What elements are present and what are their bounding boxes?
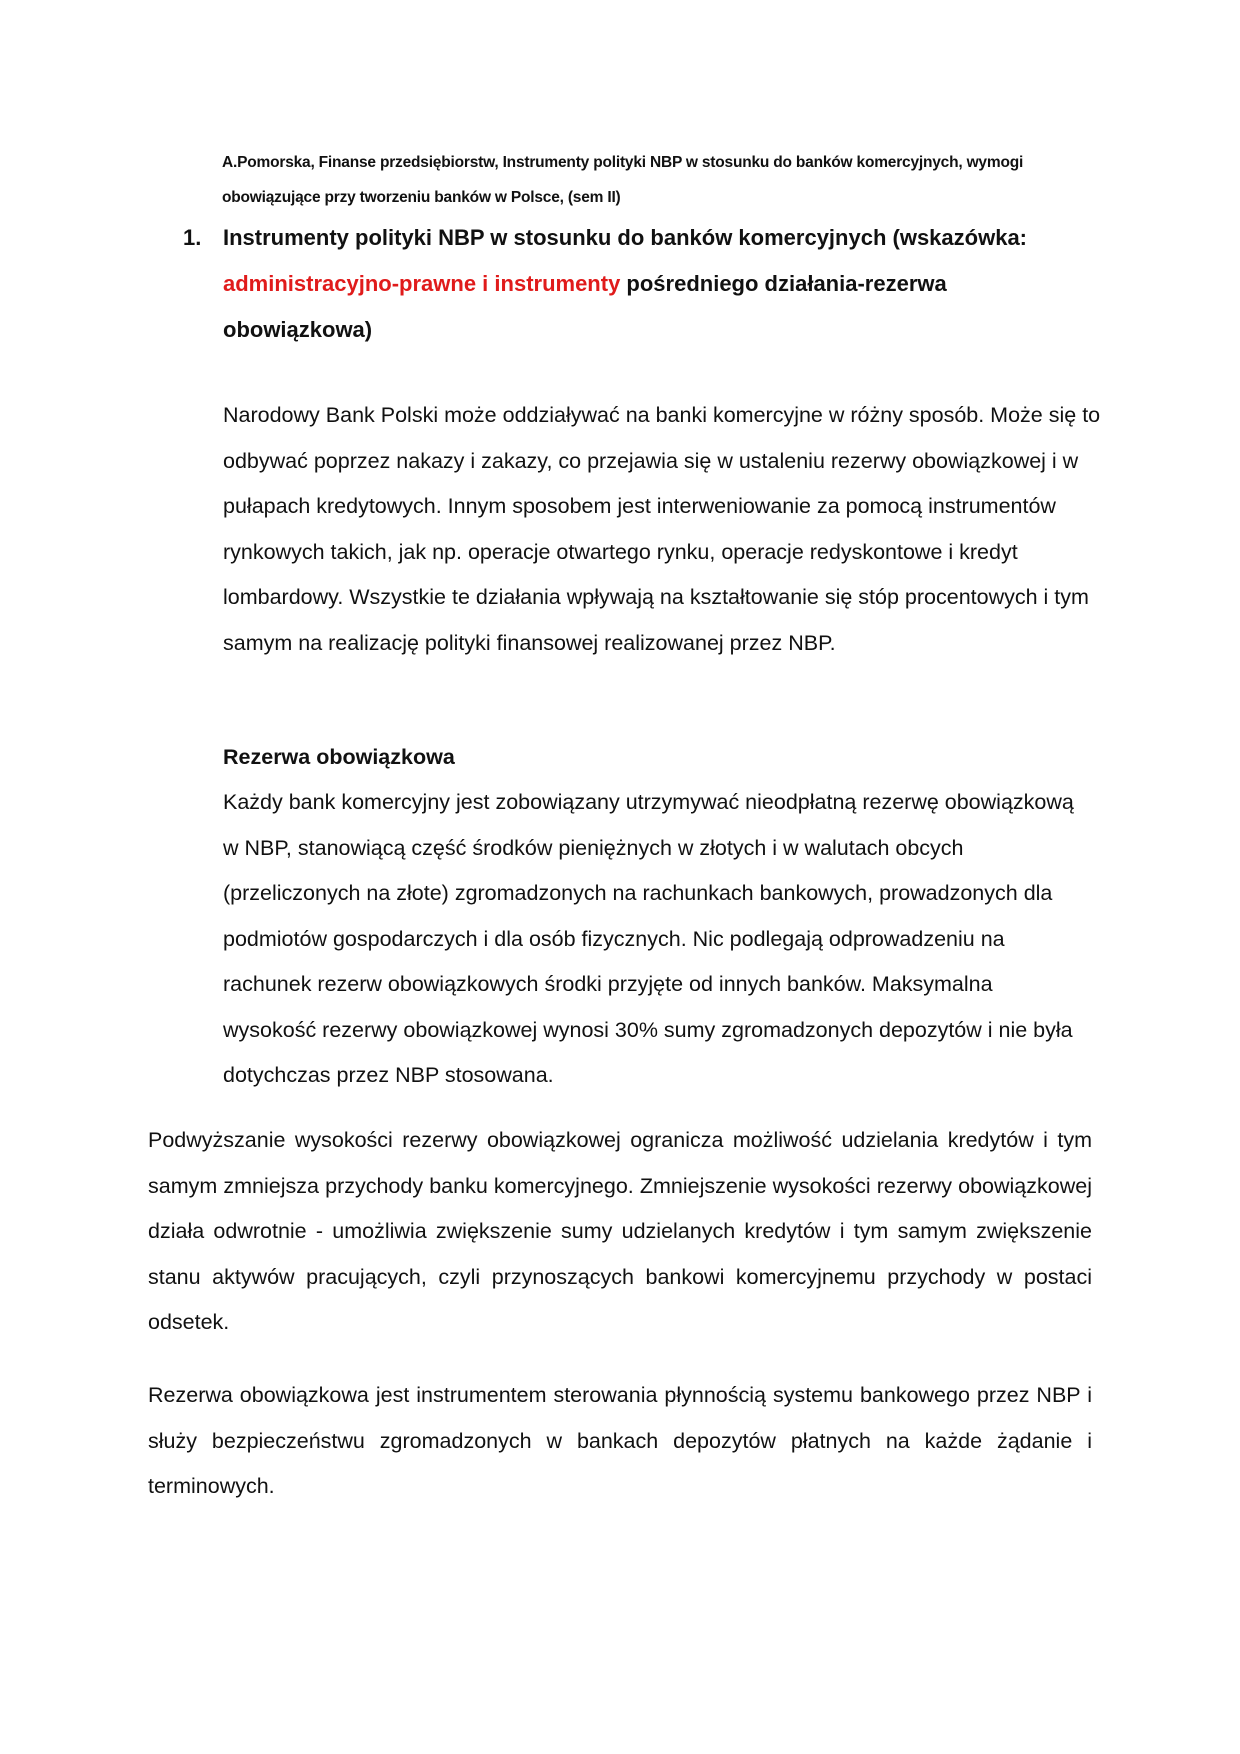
section-heading-text [223, 215, 1083, 353]
heading-part-1: Instrumenty polityki NBP w stosunku do banków komercyjnych (wskazówka: [223, 225, 1027, 250]
section-heading [183, 215, 1083, 353]
heading-red-highlight: administracyjno-prawne i instrumenty [223, 271, 621, 296]
raise-paragraph: Podwyższanie wysokości rezerwy obowiązkowej ogranicza możliwość udzielania kredytów i tym samym zmniejsza przychody banku komercyjnego. Zmniejszenie wysokości rezerwy obowiązkowej działa odwrotnie - umożliwia zwiększenie sumy udzielanych kredytów i tym samym zwiększenie stanu aktywów pracujących, czyli przynoszących bankowi komercyjnemu przychody w postaci odsetek. [148, 1128, 1092, 1334]
subsection-title: Rezerwa obowiązkowa [223, 745, 455, 769]
reserve-paragraph: Każdy bank komercyjny jest zobowiązany utrzymywać nieodpłatną rezerwę obowiązkową w NBP, stanowiącą część środków pieniężnych w złotych i w walutach obcych (przeliczonych na złote) zgromadzonych na rachunkach bankowych, prowadzonych dla podmiotów gospodarczych i dla osób fizycznych. Nic podlegają odprowadzeniu na rachunek rezerw obowiązkowych środki przyjęte od innych banków. Maksymalna wysokość rezerwy obowiązkowej wynosi 30% sumy zgromadzonych depozytów i nie była dotychczas przez NBP stosowana. [223, 790, 1074, 1087]
heading-part-2: pośredniego działania-rezerwa obowiązkowa) [223, 271, 947, 342]
section-number: 1. [183, 225, 202, 250]
tool-paragraph: Rezerwa obowiązkowa jest instrumentem sterowania płynnością systemu bankowego przez NBP i służy bezpieczeństwu zgromadzonych w bankach depozytów płatnych na każde żądanie i terminowych. [148, 1383, 1092, 1498]
header-note: A.Pomorska, Finanse przedsiębiorstw, Instrumenty polityki NBP w stosunku do banków komercyjnych, wymogi obowiązujące przy tworzeniu banków w Polsce, (sem II) [222, 154, 1024, 206]
intro-paragraph: Narodowy Bank Polski może oddziaływać na banki komercyjne w różny sposób. Może się to odbywać poprzez nakazy i zakazy, co przejawia się w ustaleniu rezerwy obowiązkowej i w pułapach kredytowych. Innym sposobem jest interweniowanie za pomocą instrumentów rynkowych takich, jak np. operacje otwartego rynku, operacje redyskontowe i kredyt lombardowy. Wszystkie te działania wpływają na kształtowanie się stóp procentowych i tym samym na realizację polityki finansowej realizowanej przez NBP. [223, 403, 1101, 655]
